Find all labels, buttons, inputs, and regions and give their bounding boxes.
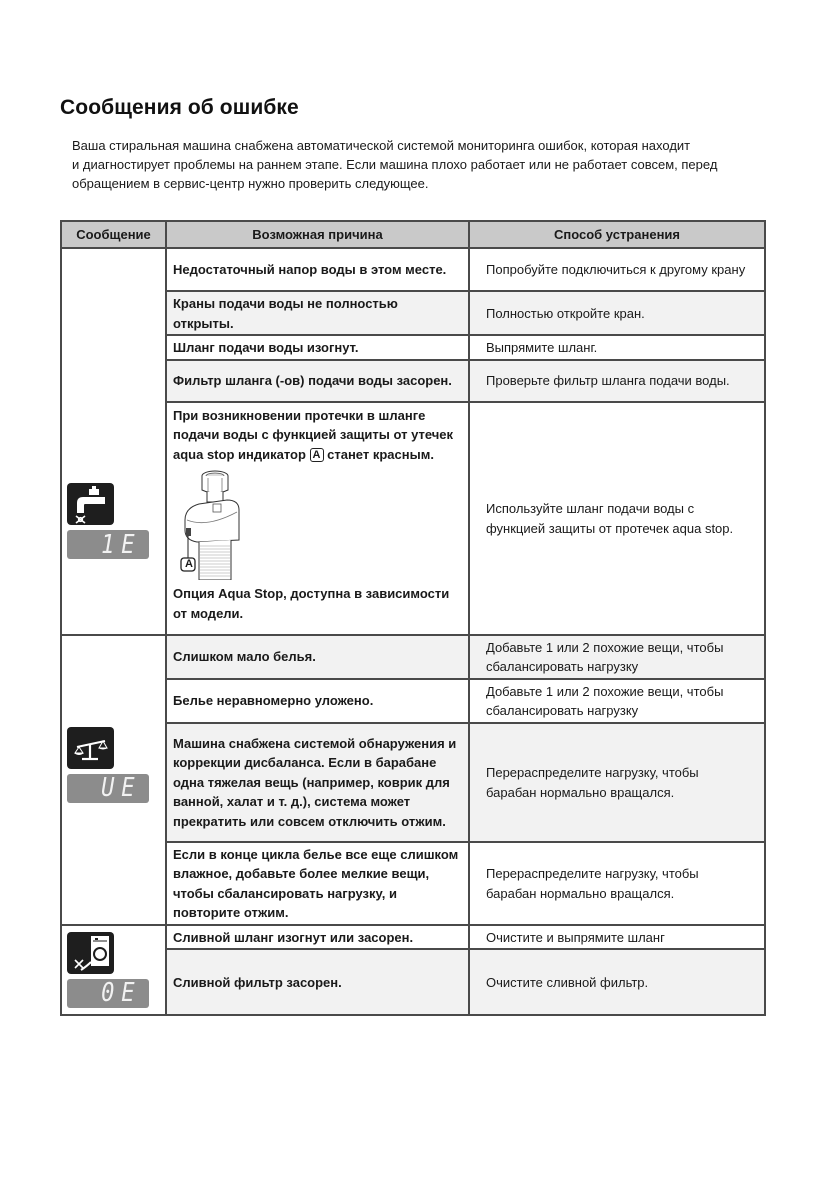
error-message-1e [61, 248, 166, 635]
cause-cell: Белье неравномерно уложено. [166, 679, 469, 723]
fix-cell: Добавьте 1 или 2 похожие вещи, чтобы сбалансировать нагрузку [469, 679, 765, 723]
fix-cell: Перераспределите нагрузку, чтобы барабан нормально вращался. [469, 723, 765, 842]
header-fix: Способ устранения [469, 221, 765, 248]
table-row [61, 291, 765, 335]
cause-cell: Машина снабжена системой обнаружения и коррекции дисбаланса. Если в барабане одна тяжелая вещь (например, коврик для ванной, халат и т. д.), система может прекратить или совсем отключить отжим. [166, 723, 469, 842]
table-row [61, 679, 765, 723]
aqua-stop-hose-illustration [177, 468, 267, 580]
error-message-0e [61, 925, 166, 1016]
table-row [61, 360, 765, 402]
page-title: Сообщения об ошибке [60, 96, 299, 119]
cause-cell: Шланг подачи воды изогнут. [166, 335, 469, 360]
header-cause: Возможная причина [166, 221, 469, 248]
fix-cell: Добавьте 1 или 2 похожие вещи, чтобы сбалансировать нагрузку [469, 635, 765, 679]
cause-cell: Недостаточный напор воды в этом месте. [166, 248, 469, 291]
fix-cell: Очистите и выпрямите шланг [469, 925, 765, 950]
fix-cell: Полностью откройте кран. [469, 291, 765, 335]
table-row [61, 402, 765, 635]
lcd-display-1e [67, 530, 149, 559]
header-message: Сообщение [61, 221, 166, 248]
figure-label-a: A [185, 558, 193, 570]
error-code: 0E [100, 978, 141, 1009]
fix-cell: Выпрямите шланг. [469, 335, 765, 360]
balance-scale-icon [67, 727, 114, 769]
table-row [61, 949, 765, 1015]
error-table [60, 220, 766, 1016]
fix-cell: Проверьте фильтр шланга подачи воды. [469, 360, 765, 402]
lcd-display-0e [67, 979, 149, 1008]
cause-cell: Слишком мало белья. [166, 635, 469, 679]
table-row [61, 248, 765, 291]
intro-line: и диагностирует проблемы на раннем этапе. Если машина плохо работает или не работает совсем, перед [72, 157, 718, 172]
intro-paragraph [72, 136, 772, 193]
table-row [61, 335, 765, 360]
cause-cell: Сливной фильтр засорен. [166, 949, 469, 1015]
fix-cell: Попробуйте подключиться к другому крану [469, 248, 765, 291]
aqua-stop-note: Опция Aqua Stop, доступна в зависимости от модели. [173, 586, 450, 621]
intro-line: обращением в сервис-центр нужно проверить следующее. [72, 176, 429, 191]
cause-cell: Фильтр шланга (-ов) подачи воды засорен. [166, 360, 469, 402]
fix-cell: Перераспределите нагрузку, чтобы барабан нормально вращался. [469, 842, 765, 925]
intro-line: Ваша стиральная машина снабжена автоматической системой мониторинга ошибок, которая находит [72, 138, 691, 153]
error-code: 1E [100, 529, 141, 560]
fix-cell: Используйте шланг подачи воды с функцией защиты от протечек aqua stop. [469, 402, 765, 635]
error-code: UE [100, 773, 141, 803]
fix-cell: Очистите сливной фильтр. [469, 949, 765, 1015]
cause-cell-aqua-stop [166, 402, 469, 635]
cause-cell: Краны подачи воды не полностью открыты. [166, 291, 469, 335]
table-row [61, 635, 765, 679]
table-row [61, 723, 765, 842]
cause-cell: Сливной шланг изогнут или засорен. [166, 925, 469, 950]
table-row [61, 842, 765, 925]
error-message-ue [61, 635, 166, 925]
aqua-stop-description: При возникновении протечки в шланге подачи воды с функцией защиты от утечек aqua stop индикатор A станет красным. [173, 407, 454, 462]
table-header-row [61, 221, 765, 248]
drain-washer-icon [67, 932, 114, 974]
lcd-display-ue [67, 774, 149, 803]
table-row [61, 925, 765, 950]
indicator-a-label: A [310, 448, 324, 462]
water-tap-icon [67, 483, 114, 525]
cause-cell: Если в конце цикла белье все еще слишком влажное, добавьте более мелкие вещи, чтобы сбалансировать нагрузку, и повторите отжим. [166, 842, 469, 925]
